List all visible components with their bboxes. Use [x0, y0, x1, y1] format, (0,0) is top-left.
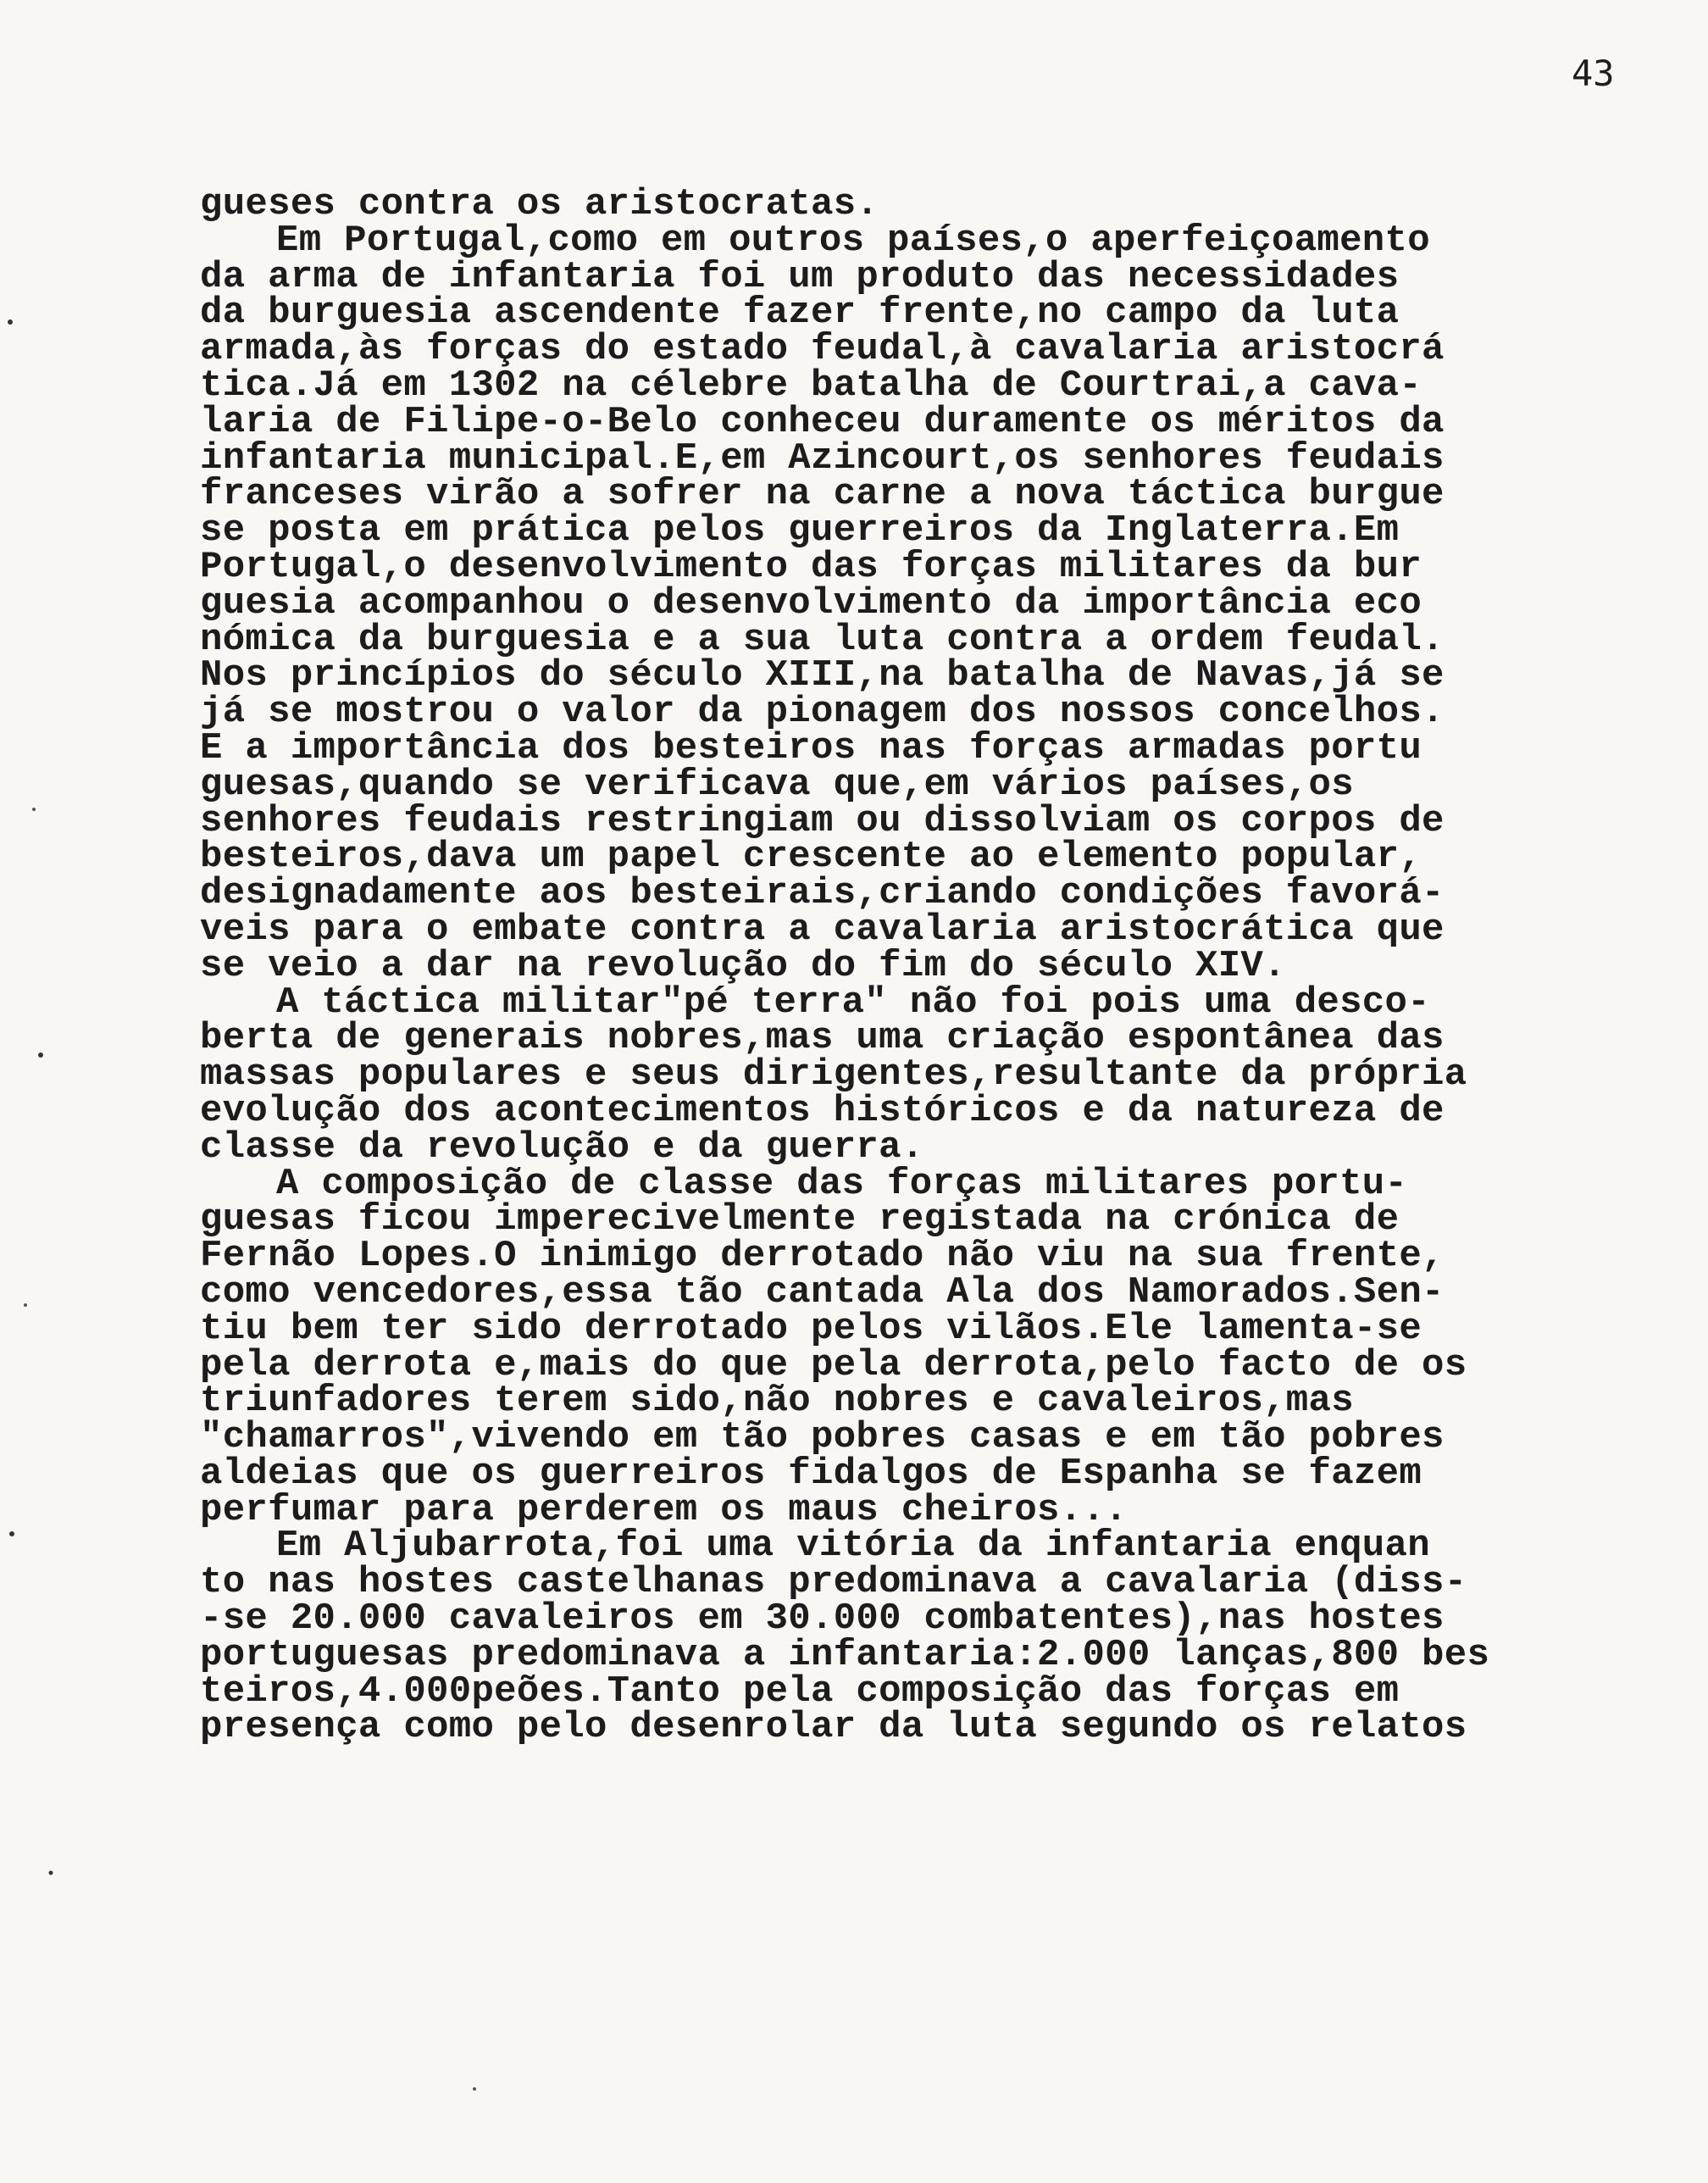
page-number: 43 — [1572, 53, 1615, 94]
text-line: Em Aljubarrota,foi uma vitória da infantaria enquan — [276, 1528, 1430, 1565]
text-line: perfumar para perderem os maus cheiros... — [200, 1491, 1128, 1529]
text-line: aldeias que os guerreiros fidalgos de Espanha se fazem — [200, 1455, 1422, 1492]
text-line: gueses contra os aristocratas. — [200, 186, 879, 223]
text-line: se veio a dar na revolução do fim do século XIV. — [200, 947, 1286, 985]
text-line: já se mostrou o valor da pionagem dos nossos concelhos. — [200, 694, 1445, 730]
text-line: triunfadores terem sido,não nobres e cavaleiros,mas — [200, 1383, 1354, 1420]
text-line: teiros,4.000peões.Tanto pela composição das forças em — [200, 1673, 1400, 1710]
text-line: pela derrota e,mais do que pela derrota,pelo facto de os — [200, 1347, 1467, 1384]
text-line: tica.Já em 1302 na célebre batalha de Courtrai,a cava- — [200, 367, 1422, 404]
text-line: da burguesia ascendente fazer frente,no campo da luta — [200, 295, 1400, 332]
text-line: infantaria municipal.E,em Azincourt,os senhores feudais — [200, 440, 1445, 477]
text-line: designadamente aos besteirais,criando condições favorá- — [200, 875, 1445, 912]
text-line: -se 20.000 cavaleiros em 30.000 combatentes),nas hostes — [200, 1601, 1445, 1637]
text-line: como vencedores,essa tão cantada Ala dos Namorados.Sen- — [200, 1274, 1445, 1311]
text-line: E a importância dos besteiros nas forças armadas portu — [200, 730, 1422, 767]
text-line: massas populares e seus dirigentes,resultante da própria — [200, 1057, 1467, 1093]
text-line: berta de generais nobres,mas uma criação espontânea das — [200, 1020, 1445, 1058]
text-line: tiu bem ter sido derrotado pelos vilãos.Ele lamenta-se — [200, 1310, 1422, 1347]
text-line: A composição de classe das forças militares portu- — [276, 1165, 1408, 1203]
text-line: Nos princípios do século XIII,na batalha de Navas,já se — [200, 658, 1445, 695]
text-line: A táctica militar"pé terra" não foi pois uma desco- — [276, 984, 1430, 1021]
text-line: se posta em prática pelos guerreiros da Inglaterra.Em — [200, 513, 1400, 549]
text-line: guesas ficou imperecivelmente registada na crónica de — [200, 1202, 1400, 1239]
text-line: evolução dos acontecimentos históricos e da natureza de — [200, 1092, 1445, 1130]
text-line: presença como pelo desenrolar da luta segundo os relatos — [200, 1709, 1467, 1747]
text-line: armada,às forças do estado feudal,à cavalaria aristocrá — [200, 331, 1445, 368]
text-line: besteiros,dava um papel crescente ao elemento popular, — [200, 839, 1422, 876]
text-line: classe da revolução e da guerra. — [200, 1129, 924, 1166]
text-line: franceses virão a sofrer na carne a nova táctica burgue — [200, 476, 1445, 514]
text-line: Fernão Lopes.O inimigo derrotado não viu na sua frente, — [200, 1238, 1445, 1275]
text-line: "chamarros",vivendo em tão pobres casas e em tão pobres — [200, 1419, 1445, 1456]
text-line: Em Portugal,como em outros países,o aperfeiçoamento — [276, 222, 1430, 259]
text-line: senhores feudais restringiam ou dissolviam os corpos de — [200, 803, 1445, 840]
text-line: guesia acompanhou o desenvolvimento da importância eco — [200, 585, 1422, 622]
text-line: Portugal,o desenvolvimento das forças militares da bur — [200, 548, 1422, 586]
text-line: to nas hostes castelhanas predominava a cavalaria (diss- — [200, 1564, 1467, 1602]
text-line: guesas,quando se verificava que,em vários países,os — [200, 766, 1354, 803]
text-line: veis para o embate contra a cavalaria aristocrática que — [200, 911, 1445, 948]
text-line: nómica da burguesia e a sua luta contra a ordem feudal. — [200, 621, 1445, 658]
text-line: da arma de infantaria foi um produto das necessidades — [200, 258, 1400, 296]
text-line: portuguesas predominava a infantaria:2.000 lanças,800 bes — [200, 1636, 1490, 1674]
text-line: laria de Filipe-o-Belo conheceu duramente os méritos da — [200, 403, 1445, 441]
